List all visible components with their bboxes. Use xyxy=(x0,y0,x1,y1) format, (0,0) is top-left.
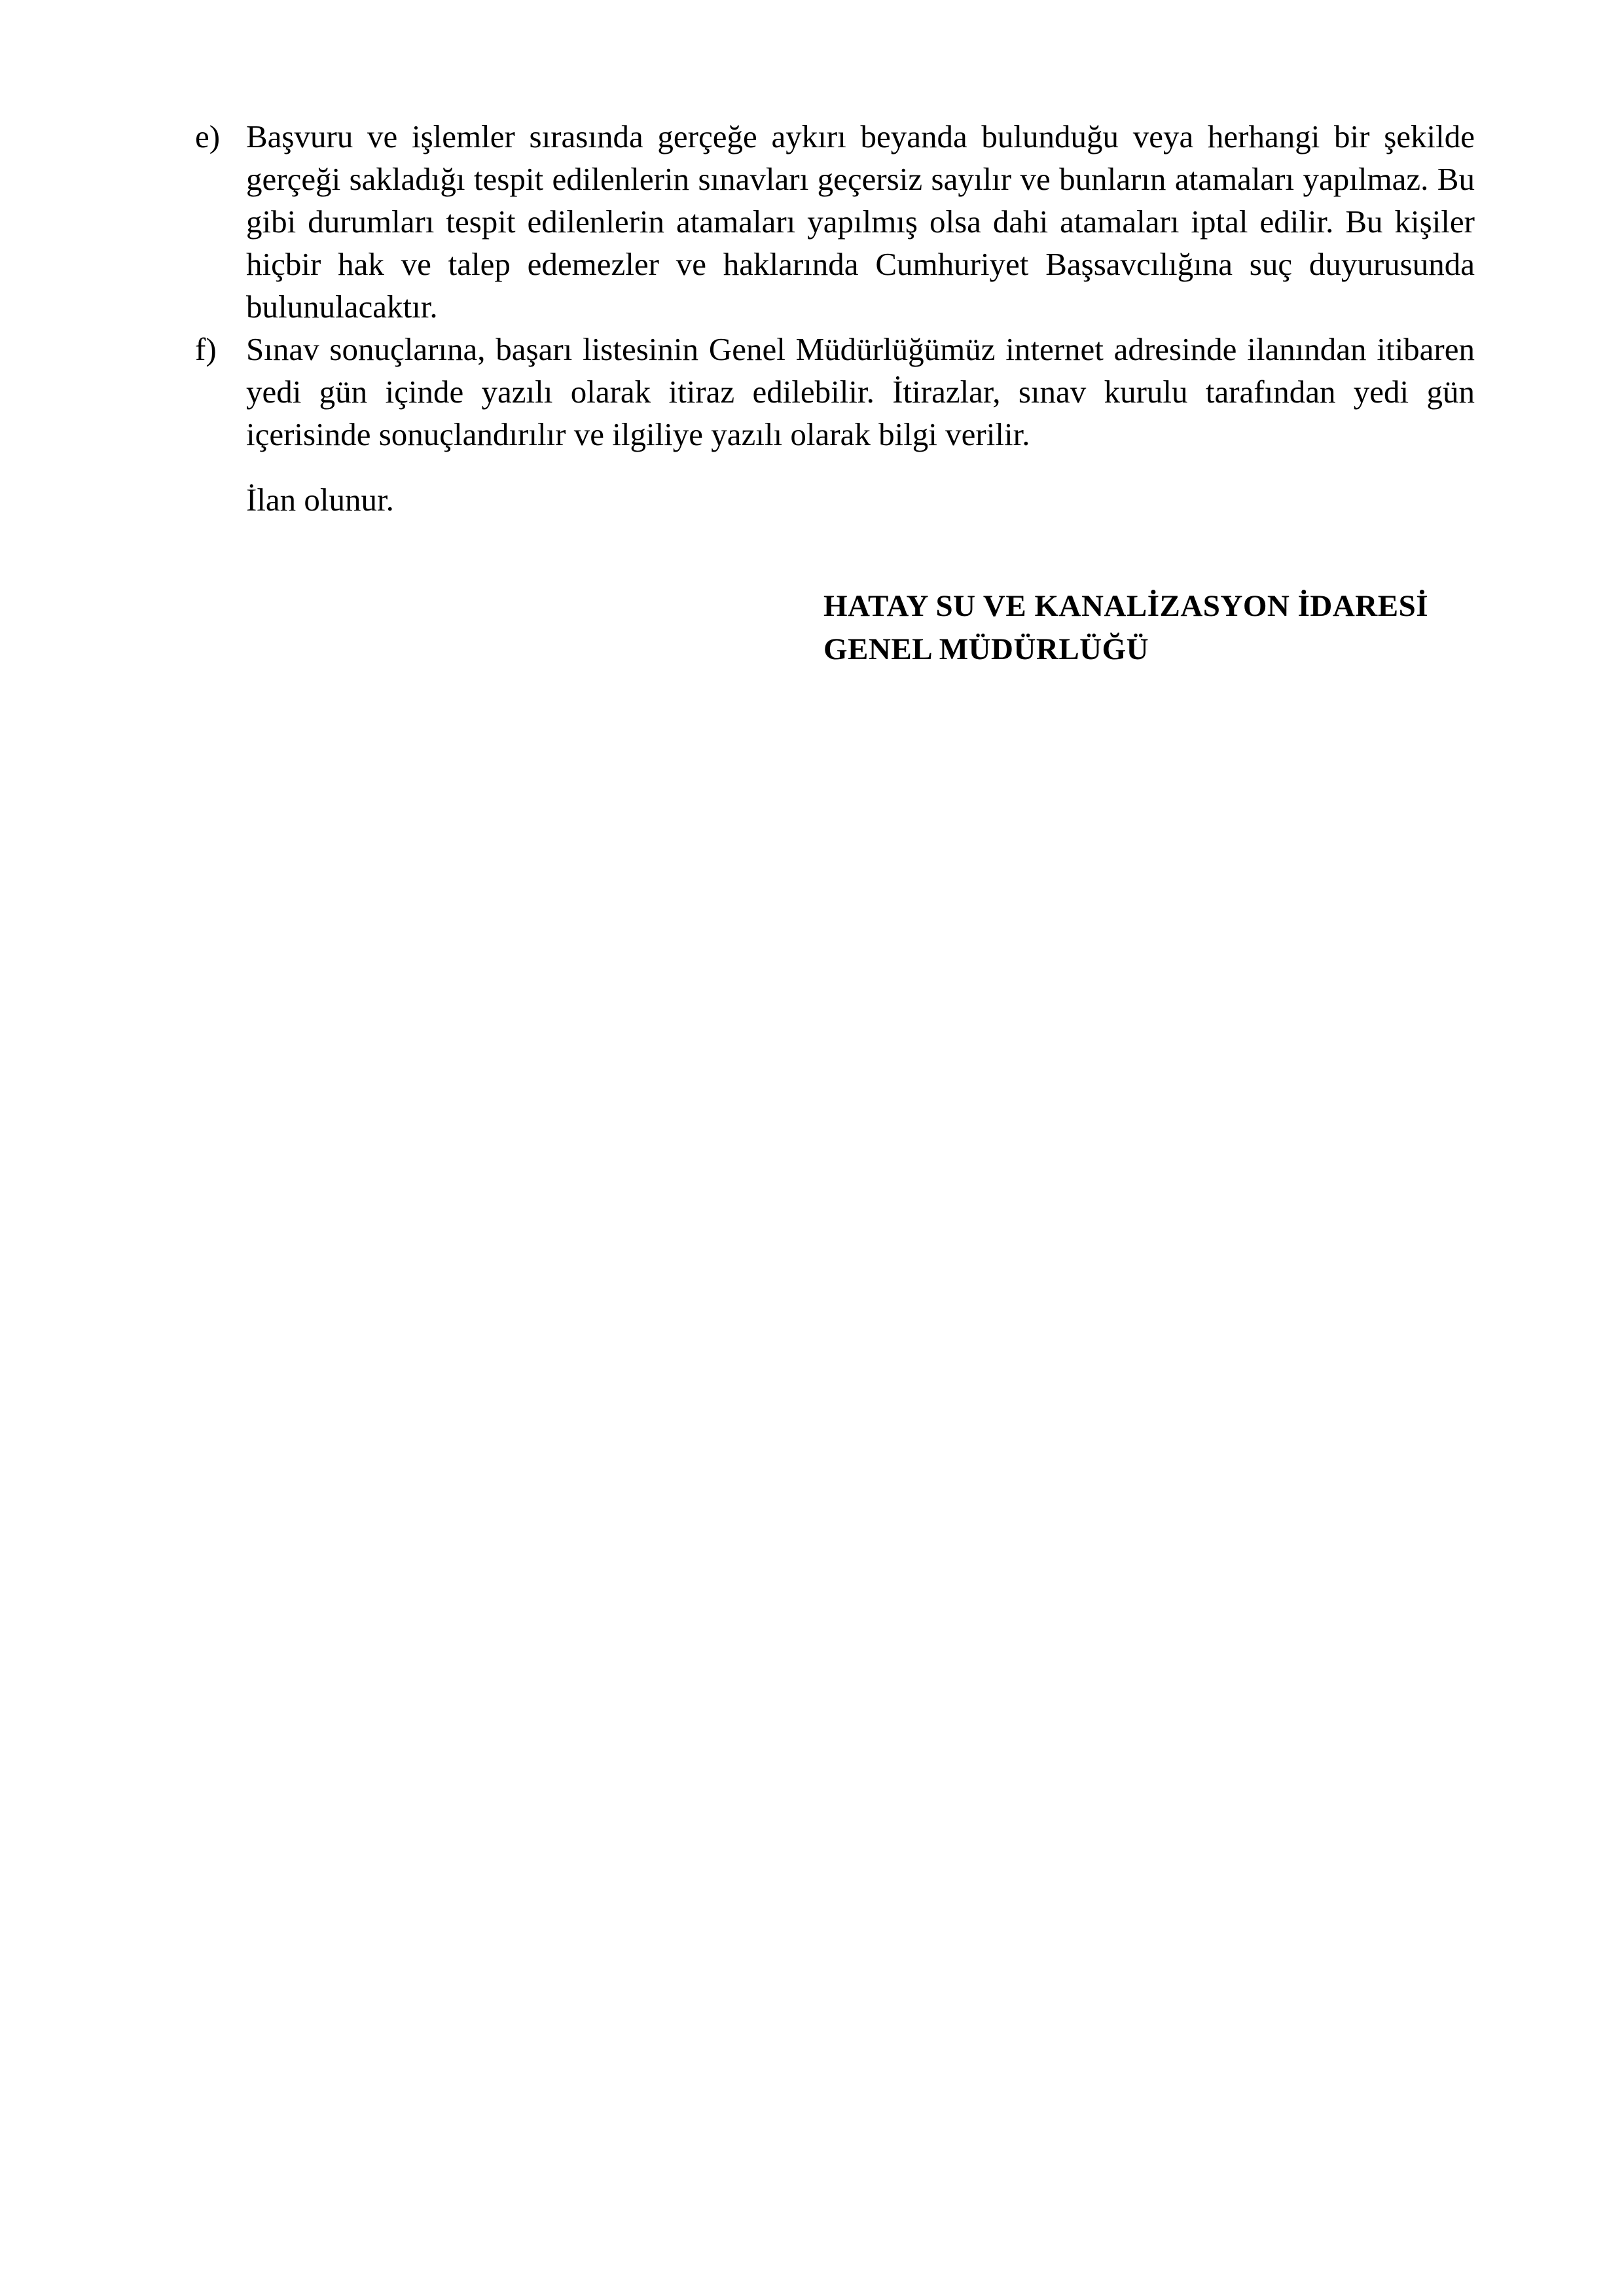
signature-block xyxy=(823,584,1428,671)
clause-marker: f) xyxy=(195,331,217,367)
clause-text: Başvuru ve işlemler sırasında gerçeğe aykırı beyanda bulunduğu veya herhangi bir şekilde gerçeği sakladığı tespit edilenlerin sınavları geçersiz sayılır ve bunların atamaları yapılmaz. Bu gibi durumları tespit edilenlerin atamaları yapılmış olsa dahi atamaları iptal edilir. Bu kişiler hiçbir hak ve talep edemezler ve haklarında Cumhuriyet Başsavcılığına suç duyurusunda bulunulacaktır. xyxy=(246,118,1475,325)
clause-list xyxy=(195,115,1475,456)
signature-line-directorate: GENEL MÜDÜRLÜĞÜ xyxy=(823,632,1149,666)
signature-line-institution: HATAY SU VE KANALİZASYON İDARESİ xyxy=(823,589,1429,623)
clause-text: Sınav sonuçlarına, başarı listesinin Genel Müdürlüğümüz internet adresinde ilanından itibaren yedi gün içinde yazılı olarak itiraz edilebilir. İtirazlar, sınav kurulu tarafından yedi gün içerisinde sonuçlandırılır ve ilgiliye yazılı olarak bilgi verilir. xyxy=(246,331,1475,452)
closing-statement: İlan olunur. xyxy=(246,482,394,518)
clause-f xyxy=(195,328,1475,456)
clause-marker: e) xyxy=(195,118,221,154)
clause-e xyxy=(195,115,1475,328)
